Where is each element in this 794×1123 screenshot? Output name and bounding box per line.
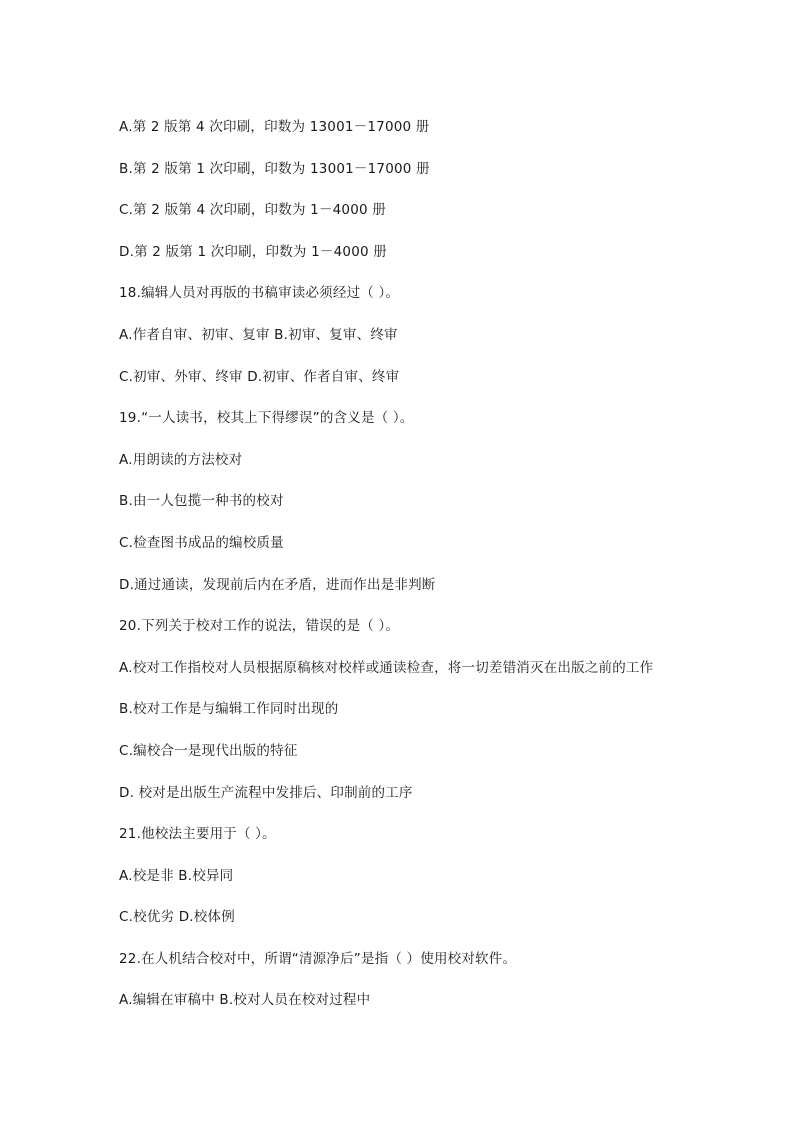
option-a-q19: A.用朗读的方法校对 (119, 451, 243, 468)
question-21: 21.他校法主要用于（ ）。 (119, 826, 276, 843)
option-a-q17: A.第 2 版第 4 次印刷，印数为 13001－17000 册 (119, 119, 430, 135)
option-a-q20: A.校对工作指校对人员根据原稿核对校样或通读检查，将一切差错消灭在出版之前的工作 (119, 659, 654, 676)
question-22: 22.在人机结合校对中，所谓“清源净后”是指（ ）使用校对软件。 (119, 950, 517, 967)
question-20: 20.下列关于校对工作的说法，错误的是（ ）。 (119, 618, 400, 635)
option-c-q17: C.第 2 版第 4 次印刷，印数为 1－4000 册 (119, 202, 386, 219)
option-b-q20: B.校对工作是与编辑工作同时出现的 (119, 701, 339, 718)
options-cd-q18: C.初审、外审、终审 D.初审、作者自审、终审 (119, 368, 400, 385)
option-d-q19: D.通过通读，发现前后内在矛盾，进而作出是非判断 (119, 576, 436, 593)
option-b-q17: B.第 2 版第 1 次印刷，印数为 13001－17000 册 (119, 160, 430, 177)
document-body (119, 117, 719, 1032)
question-19: 19.“一人读书，校其上下得缪误”的含义是（ ）。 (119, 410, 414, 427)
question-18: 18.编辑人员对再版的书稿审读必须经过（ ）。 (119, 285, 400, 302)
options-ab-q18: A.作者自审、初审、复审 B.初审、复审、终审 (119, 326, 398, 343)
option-c-q20: C.编校合一是现代出版的特征 (119, 742, 298, 759)
options-ab-q22: A.编辑在审稿中 B.校对人员在校对过程中 (119, 992, 371, 1009)
option-c-q19: C.检查图书成品的编校质量 (119, 534, 284, 551)
option-d-q20: D. 校对是出版生产流程中发排后、印制前的工序 (119, 784, 413, 801)
option-b-q19: B.由一人包揽一种书的校对 (119, 493, 284, 510)
options-cd-q21: C.校优劣 D.校体例 (119, 909, 235, 926)
option-d-q17: D.第 2 版第 1 次印刷，印数为 1－4000 册 (119, 243, 387, 260)
options-ab-q21: A.校是非 B.校异同 (119, 867, 234, 884)
